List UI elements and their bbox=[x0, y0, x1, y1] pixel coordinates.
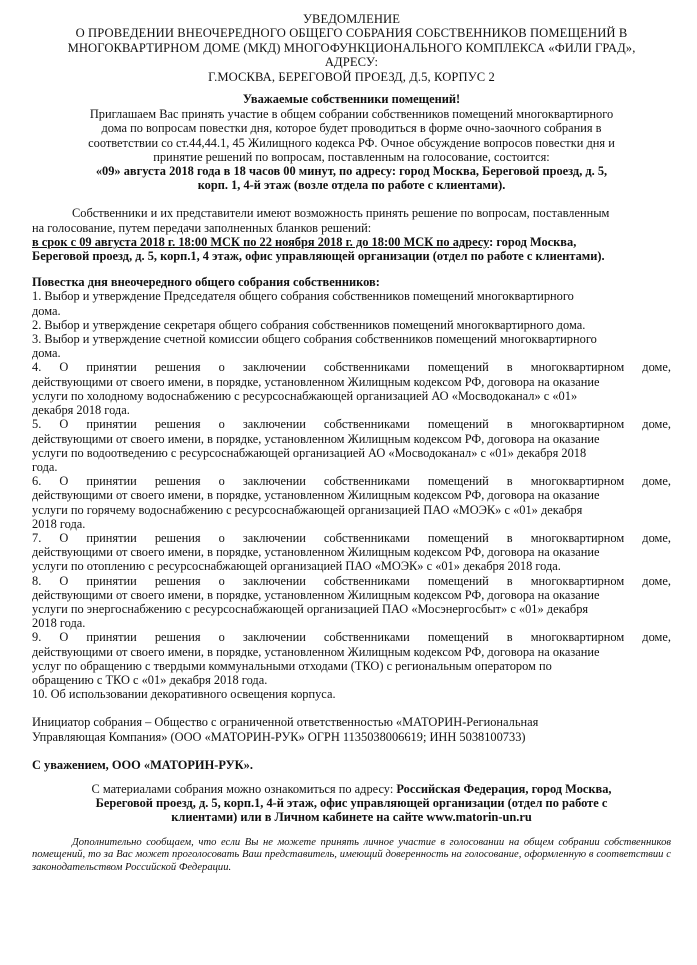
agenda-item bbox=[32, 687, 671, 701]
invitation-paragraph bbox=[32, 107, 671, 192]
agenda-item-line: года. bbox=[32, 459, 58, 474]
agenda-item-line: 3. Выбор и утверждение счетной комиссии общего собрания собственников помещений многоквартирного bbox=[32, 332, 597, 347]
agenda-item bbox=[32, 332, 671, 360]
agenda-item-line: обращению с ТКО с «01» декабря 2018 года. bbox=[32, 672, 268, 687]
materials-website: клиентами) или в Личном кабинете на сайте www.matorin-un.ru bbox=[171, 810, 532, 825]
agenda-item-line: действующими от своего имени, в порядке, установленном Жилищным кодексом РФ, договора на оказание bbox=[32, 644, 600, 659]
decisions-address: Береговой проезд, д. 5, корп.1, 4 этаж, офис управляющей организации (отдел по работе с клиентами). bbox=[32, 249, 605, 264]
header-subtitle-line: АДРЕСУ: bbox=[324, 55, 379, 70]
materials-address-start: Российская Федерация, город Москва, bbox=[396, 781, 612, 796]
agenda-item-line: 7. О принятии решения о заключении собственниками помещений в многоквартирном доме, bbox=[32, 530, 671, 545]
header-title: УВЕДОМЛЕНИЕ bbox=[302, 12, 401, 26]
agenda-item-line: услуги по отоплению с ресурсоснабжающей организацией ПАО «МОЭК» с «01» декабря 2018 года. bbox=[32, 559, 561, 574]
decisions-paragraph bbox=[32, 206, 671, 263]
regards-signature: С уважением, ООО «МАТОРИН-РУК». bbox=[32, 757, 253, 772]
agenda-item-line: дома. bbox=[32, 303, 61, 318]
agenda-item-line: 9. О принятии решения о заключении собственниками помещений в многоквартирном доме, bbox=[32, 630, 671, 645]
agenda-item-line: услуги по водоотведению с ресурсоснабжающей организацией АО «Мосводоканал» с «01» декабря 2018 bbox=[32, 445, 587, 460]
agenda-item-line: 4. О принятии решения о заключении собственниками помещений в многоквартирном доме, bbox=[32, 360, 671, 375]
agenda-item bbox=[32, 474, 671, 531]
decisions-line: Собственники и их представители имеют возможность принять решение по вопросам, поставленным bbox=[72, 206, 610, 221]
initiator-line: Инициатор собрания – Общество с ограниченной ответственностью «МАТОРИН-Региональная bbox=[32, 715, 539, 730]
agenda-item bbox=[32, 574, 671, 631]
greeting: Уважаемые собственники помещений! bbox=[242, 92, 461, 107]
agenda-item-line: 2018 года. bbox=[32, 516, 86, 531]
agenda-item-line: 10. Об использовании декоративного освещения корпуса. bbox=[32, 687, 336, 702]
agenda-item-line: действующими от своего имени, в порядке, установленном Жилищным кодексом РФ, договора на оказание bbox=[32, 374, 600, 389]
agenda-item bbox=[32, 630, 671, 687]
header-subtitle-line: МНОГОКВАРТИРНОМ ДОМЕ (МКД) МНОГОФУНКЦИОНАЛЬНОГО КОМПЛЕКСА «ФИЛИ ГРАД», bbox=[67, 40, 636, 55]
materials-address: Береговой проезд, д. 5, корп.1, 4-й этаж, офис управляющей организации (отдел по работе с bbox=[95, 796, 608, 811]
agenda-item-line: 5. О принятии решения о заключении собственниками помещений в многоквартирном доме, bbox=[32, 417, 671, 432]
materials-intro: С материалами собрания можно ознакомиться по адресу: bbox=[91, 781, 397, 796]
meeting-floor: корп. 1, 4-й этаж bbox=[197, 178, 291, 193]
decisions-deadline: в срок с 09 августа 2018 г. 18:00 МСК по 22 ноября 2018 г. до 18:00 МСК по адресу bbox=[32, 234, 490, 249]
proxy-voting-note: Дополнительно сообщаем, что если Вы не можете принять личное участие в голосовании на общем собрании собственников помещений, то за Вас может проголосовать Ваш представитель, имеющий доверенность на голосование, оформленную в соответствии с законодательством Российской Федерации. bbox=[32, 836, 671, 874]
agenda-item-line: действующими от своего имени, в порядке, установленном Жилищным кодексом РФ, договора на оказание bbox=[32, 431, 600, 446]
header-subtitle-line: О ПРОВЕДЕНИИ ВНЕОЧЕРЕДНОГО ОБЩЕГО СОБРАНИЯ СОБСТВЕННИКОВ ПОМЕЩЕНИЙ В bbox=[75, 26, 628, 41]
agenda-item-line: услуги по энергоснабжению с ресурсоснабжающей организацией ПАО «Мосэнергосбыт» с «01» декабря bbox=[32, 601, 589, 616]
agenda-item-line: действующими от своего имени, в порядке, установленном Жилищным кодексом РФ, договора на оказание bbox=[32, 587, 600, 602]
invitation-line: принятие решений по вопросам, поставленным на голосование, состоится: bbox=[153, 149, 550, 164]
meeting-location-note: (возле отдела по работе с клиентами). bbox=[293, 178, 506, 193]
invitation-line: Приглашаем Вас принять участие в общем собрании собственников помещений многоквартирного bbox=[89, 107, 614, 122]
agenda-item-line: услуги по горячему водоснабжению с ресурсоснабжающей организацией ПАО «МОЭК» с «01» декабря bbox=[32, 502, 583, 517]
header-address: Г.МОСКВА, БЕРЕГОВОЙ ПРОЕЗД, Д.5, КОРПУС 2 bbox=[208, 69, 495, 84]
agenda-item-line: 2. Выбор и утверждение секретаря общего собрания собственников помещений многоквартирного дома. bbox=[32, 317, 586, 332]
agenda-item bbox=[32, 360, 671, 417]
document-header bbox=[32, 12, 671, 84]
decisions-line: на голосование, путем передачи заполненных бланков решений: bbox=[32, 220, 372, 235]
agenda-title: Повестка дня внеочередного общего собрания собственников: bbox=[32, 275, 380, 290]
initiator-line: Управляющая Компания» (ООО «МАТОРИН-РУК» ОГРН 1135038006619; ИНН 5038100733) bbox=[32, 729, 526, 744]
agenda-item bbox=[32, 289, 671, 317]
agenda-item-line: декабря 2018 года. bbox=[32, 403, 130, 418]
agenda-item bbox=[32, 318, 671, 332]
materials-paragraph bbox=[32, 782, 671, 825]
agenda-item-line: действующими от своего имени, в порядке, установленном Жилищным кодексом РФ, договора на оказание bbox=[32, 545, 600, 560]
agenda-item bbox=[32, 531, 671, 574]
initiator-paragraph bbox=[32, 715, 671, 743]
agenda-item bbox=[32, 417, 671, 474]
agenda-item-line: услуг по обращению с твердыми коммунальными отходами (ТКО) с региональным оператором по bbox=[32, 658, 552, 673]
decisions-address-start: : город Москва, bbox=[489, 234, 577, 249]
agenda-item-line: дома. bbox=[32, 346, 61, 361]
invitation-line: соответствии со ст.44,44.1, 45 Жилищного кодекса РФ. Очное обсуждение вопросов повестки дня и bbox=[88, 135, 615, 150]
agenda-item-line: 1. Выбор и утверждение Председателя общего собрания собственников помещений многоквартирного bbox=[32, 289, 574, 304]
agenda-item-line: 6. О принятии решения о заключении собственниками помещений в многоквартирном доме, bbox=[32, 474, 671, 489]
agenda-item-line: 8. О принятии решения о заключении собственниками помещений в многоквартирном доме, bbox=[32, 573, 671, 588]
invitation-line: дома по вопросам повестки дня, которое будет проводиться в форме очно-заочного собрания в bbox=[101, 121, 602, 136]
agenda-list bbox=[32, 289, 671, 701]
agenda-item-line: услуги по холодному водоснабжению с ресурсоснабжающей организацией АО «Мосводоканал» с «01» bbox=[32, 388, 578, 403]
meeting-datetime-address: «09» августа 2018 года в 18 часов 00 минут, по адресу: город Москва, Береговой проезд, д. 5, bbox=[95, 164, 608, 179]
agenda-item-line: действующими от своего имени, в порядке, установленном Жилищным кодексом РФ, договора на оказание bbox=[32, 488, 600, 503]
agenda-item-line: 2018 года. bbox=[32, 616, 86, 631]
